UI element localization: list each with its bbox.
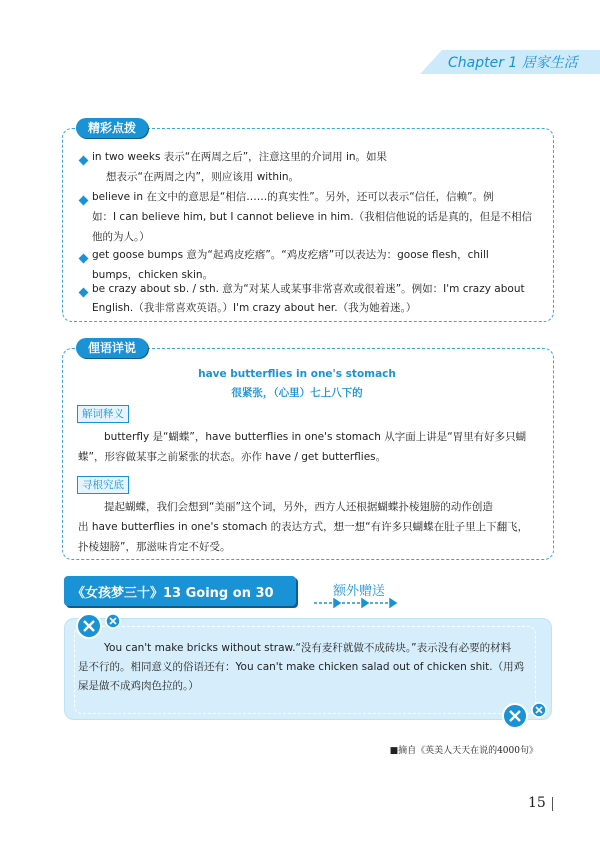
page-number-divider [552, 797, 553, 811]
highlight-line: be crazy about sb. / sth. 意为“对某人或某事非常喜欢或很着迷”。例如：I'm crazy about [92, 283, 525, 295]
source-note: ■摘自《英美人天天在说的4000句》 [389, 746, 538, 756]
highlight-line: bumps，chicken skin。 [92, 269, 214, 281]
movie-title: 《女孩梦三十》13 Going on 30 [72, 586, 274, 601]
movie-title-bar [64, 576, 296, 606]
origin-line: 扑棱翅膀”，那滋味肯定不好受。 [78, 541, 231, 553]
idiom-tag: 俚语详说 [76, 338, 148, 358]
origin-label: 寻根究底 [77, 476, 129, 494]
highlight-line: 他的为人。） [92, 231, 150, 243]
arrow-row-icon [312, 598, 398, 608]
highlight-line: 如：I can believe him, but I cannot believe in him.（我相信他说的话是真的，但是不相信 [92, 211, 533, 223]
idiom-meaning: 很紧张，（心里）七上八下的 [231, 387, 363, 399]
chapter-banner [420, 50, 600, 74]
cross-circle-icon [500, 700, 550, 730]
explain-line: butterfly 是“蝴蝶”，have butterflies in one's stomach 从字面上讲是“胃里有好多只蝴 [104, 431, 527, 443]
tip-line: 屎是做不成鸡肉色拉的。） [78, 680, 199, 692]
explain-label: 解词释义 [77, 405, 129, 423]
highlight-line: 想表示“在两周之内”，则应该用 within。 [106, 171, 300, 183]
cross-circle-icon [75, 612, 123, 640]
highlight-line: in two weeks 表示“在两周之后”，注意这里的介词用 in。如果 [92, 151, 388, 163]
chapter-title: Chapter 1 居家生活 [448, 55, 578, 71]
highlight-line: believe in 在文中的意思是“相信……的真实性”。另外，还可以表示“信任，信赖”。例 [92, 191, 494, 203]
idiom-phrase: have butterflies in one's stomach [198, 368, 396, 380]
tip-line: You can't make bricks without straw.“没有麦秆就做不成砖块。”表示没有必要的材料 [104, 642, 512, 654]
origin-line: 出 have butterflies in one's stomach 的表达方式，想一想“有许多只蝴蝶在肚子里上下翻飞， [78, 521, 529, 533]
tip-line: 是不行的。相同意义的俗语还有：You can't make chicken salad out of chicken shit.（用鸡 [78, 661, 525, 673]
origin-line: 提起蝴蝶，我们会想到“美丽”这个词，另外，西方人还根据蝴蝶扑棱翅膀的动作创造 [104, 501, 493, 513]
highlight-line: English.（我非常喜欢英语。）I'm crazy about her.（我为她着迷。） [92, 302, 417, 314]
explain-line: 蝶”，形容做某事之前紧张的状态。亦作 have / get butterflies。 [78, 451, 387, 463]
page-number: 15 [528, 795, 546, 811]
bonus-label: 额外赠送 [333, 584, 386, 599]
highlight-line: get goose bumps 意为“起鸡皮疙瘩”。“鸡皮疙瘩”可以表达为：goose flesh，chill [92, 249, 489, 261]
highlights-tag: 精彩点拨 [76, 118, 148, 138]
